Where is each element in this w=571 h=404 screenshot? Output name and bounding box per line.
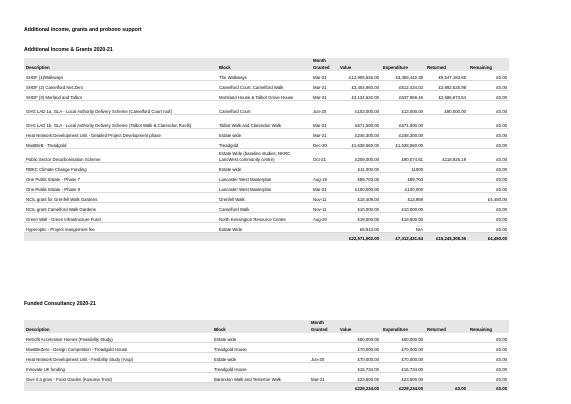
value-header: Value [338, 326, 381, 333]
expenditure-cell: N/A [381, 223, 425, 233]
remaining-cell: £0.00 [468, 129, 509, 139]
description-cell: Green Wall - Green Infrastructure Fund [24, 213, 217, 223]
block-cell: Camelford Court, Camelford Walk [217, 81, 311, 91]
remaining-cell: £4,450.00 [468, 193, 509, 203]
block-cell: Estate Wide (baseline studies, NKRC, LancWest community centre) [217, 149, 311, 163]
value-cell: £209,000.00 [338, 149, 381, 163]
value-cell: £1,638,560.00 [338, 139, 381, 149]
description-cell: Retrofit Accelerator Homes (Feasibility Study) [24, 333, 212, 343]
table-row [24, 101, 509, 115]
expenditure-cell: £89,703 [381, 173, 425, 183]
value-cell: £50,000.00 [338, 333, 381, 343]
table-row [24, 343, 509, 353]
remaining-cell: £0.00 [468, 81, 509, 91]
description-cell: Innovate UK funding [24, 363, 212, 373]
expenditure-cell: £537,958.46 [381, 91, 425, 101]
description-cell: NCIL grant for Grenfell Walk Gardens [24, 193, 217, 203]
total-value-cell: £229,234.00 [338, 383, 381, 392]
remaining-cell: £0.00 [468, 139, 509, 149]
block-cell: Lancaster West Masterplan [217, 173, 311, 183]
expenditure-cell: £23,500.00 [381, 373, 425, 383]
description-cell: GHG LAD 1b, GLA - Local Authority Delivery Scheme (Talbot Walk & Clarendon Roofs) [24, 115, 217, 129]
returned-cell [425, 353, 468, 363]
value-cell: £100,000.00 [338, 183, 381, 193]
block-cell: Barandon Walk and Testerton Walk [212, 373, 309, 383]
expenditure-cell: £10,000.00 [381, 203, 425, 213]
block-cell: Morsland House & Talbot Grove House [217, 91, 311, 101]
total-expenditure-cell: £229,234.00 [381, 383, 425, 392]
description-cell: MustBeZero - Design Competition - Treadgold House [24, 343, 212, 353]
expenditure-cell: £19,500.00 [381, 213, 425, 223]
value-cell: £3,404,960.00 [338, 81, 381, 91]
description-cell: SHDF (2) Camelford Net Zero [24, 81, 217, 91]
returned-cell [425, 139, 468, 149]
table-row [24, 149, 509, 163]
total-remaining-cell: £0.00 [468, 383, 509, 392]
remaining-cell: £0.00 [468, 115, 509, 129]
expenditure-cell: £13,959 [381, 193, 425, 203]
table-row [24, 115, 509, 129]
expenditure-cell: £671,500.00 [381, 115, 425, 129]
month-cell: Dec-20 [311, 139, 338, 149]
month-cell: Mar-21 [311, 183, 338, 193]
returned-cell [425, 183, 468, 193]
block-cell: North Kensington Resource Centre [217, 213, 311, 223]
expenditure-cell: 11000 [381, 163, 425, 173]
expenditure-cell: £70,000.00 [381, 343, 425, 353]
table-row [24, 213, 509, 223]
returned-cell [425, 163, 468, 173]
month-header: Granted [311, 64, 338, 71]
value-cell: £3,134,632.00 [338, 91, 381, 101]
table-row [24, 223, 509, 233]
remaining-cell: £0.00 [468, 163, 509, 173]
month-cell: Mar-21 [311, 129, 338, 139]
table-row [24, 203, 509, 213]
description-cell: MustBeB - Treadgold [24, 139, 217, 149]
remaining-cell: £0.00 [468, 173, 509, 183]
value-cell: £8,813.00 [338, 223, 381, 233]
block-cell: Camelford Walk [217, 203, 311, 213]
expenditure-cell: £512,434.02 [381, 81, 425, 91]
description-cell: NCIL grant Camelford Walk Gardens [24, 203, 217, 213]
description-cell: Heat Network Development Unit - Fesibility Study (Arup) [24, 353, 212, 363]
table-row [24, 183, 509, 193]
block-cell: Estate wide [212, 333, 309, 343]
returned-cell [425, 363, 468, 373]
description-cell: GHG LAD 1a, GLA - Local Authority Delivery Scheme (Camelford Court roof) [24, 101, 217, 115]
value-cell: £23,500.00 [338, 373, 381, 383]
remaining-cell: £0.00 [468, 71, 509, 81]
month-cell: Mar-21 [311, 91, 338, 101]
value-cell: £671,500.00 [338, 115, 381, 129]
description-cell: Give it a grow - Food Garden (Kusuma Trust) [24, 373, 212, 383]
table-row [24, 81, 509, 91]
remaining-cell: £0.00 [468, 223, 509, 233]
value-cell: £11,000.00 [338, 163, 381, 173]
expenditure-cell: £246,300.00 [381, 129, 425, 139]
remaining-cell: £0.00 [468, 353, 509, 363]
month-cell [311, 223, 338, 233]
expenditure-cell: £3,358,442.35 [381, 71, 425, 81]
block-header: Block [217, 64, 311, 71]
description-cell: Public Sector Decarbonisation Scheme [24, 149, 217, 163]
remaining-cell: £0.00 [468, 373, 509, 383]
description-header: Description [24, 326, 212, 333]
block-cell: Estate wide [217, 129, 311, 139]
remaining-cell: £0.00 [468, 343, 509, 353]
consultancy-table-body [24, 333, 509, 391]
table-row [24, 373, 509, 383]
expenditure-header: Expenditure [381, 326, 425, 333]
total-returned-cell: £0.00 [425, 383, 468, 392]
consultancy-header-row [24, 326, 509, 333]
month-cell: Mar-21 [311, 81, 338, 91]
month-cell: Nov-11 [311, 193, 338, 203]
table-row [24, 139, 509, 149]
remaining-cell: £0.00 [468, 149, 509, 163]
value-cell: £18,409.00 [338, 193, 381, 203]
returned-header: Returned [425, 326, 468, 333]
returned-cell [425, 115, 468, 129]
month-cell [309, 363, 338, 373]
returned-cell [425, 343, 468, 353]
totals-row [24, 233, 509, 242]
table-row [24, 353, 509, 363]
table-row [24, 193, 509, 203]
table-row [24, 363, 509, 373]
expenditure-cell: £13,000.00 [381, 101, 425, 115]
returned-cell [425, 373, 468, 383]
block-cell: Estate Wide [217, 223, 311, 233]
returned-cell [425, 203, 468, 213]
expenditure-cell: £100,000 [381, 183, 425, 193]
value-cell: £19,500.00 [338, 213, 381, 223]
month-cell: Oct-21 [311, 149, 338, 163]
returned-cell [425, 223, 468, 233]
consultancy-section-title: Funded Consultancy 2020-21 [24, 301, 96, 307]
value-cell: £246,300.00 [338, 129, 381, 139]
remaining-cell: £0.00 [468, 101, 509, 115]
income-header-row [24, 64, 509, 71]
block-cell: Estate wide [217, 163, 311, 173]
month-cell [311, 163, 338, 173]
value-cell: £15,734.00 [338, 363, 381, 373]
month-cell: Aug-20 [311, 213, 338, 223]
month-cell: Aug-19 [311, 173, 338, 183]
table-row [24, 129, 509, 139]
block-cell: Treadgold House [212, 363, 309, 373]
description-cell: One Public Estate - Phase 8 [24, 183, 217, 193]
month-header: Granted [309, 326, 338, 333]
table-row [24, 333, 509, 343]
expenditure-cell: £1,638,560.00 [381, 139, 425, 149]
value-cell: £10,000.00 [338, 203, 381, 213]
month-cell [309, 333, 338, 343]
block-cell: The Walkways [217, 71, 311, 81]
remaining-cell: £0.00 [468, 333, 509, 343]
table-row [24, 71, 509, 81]
total-value-cell: £22,571,002.00 [338, 233, 381, 242]
total-returned-cell: £15,245,308.36 [425, 233, 468, 242]
table-row [24, 91, 509, 101]
remaining-header: Remaining [468, 326, 509, 333]
returned-cell [425, 333, 468, 343]
expenditure-cell: £70,000.00 [381, 353, 425, 363]
month-cell: Mar-21 [311, 115, 338, 129]
block-cell: Camelford Court [217, 101, 311, 115]
returned-cell: £2,596,673.54 [425, 91, 468, 101]
page-title: Additional income, grants and probono support [24, 27, 142, 33]
value-header: Value [338, 64, 381, 71]
month-cell: Jun-20 [311, 101, 338, 115]
value-cell: £12,905,626.00 [338, 71, 381, 81]
description-header: Description [24, 64, 217, 71]
month-cell: Mar-21 [309, 373, 338, 383]
expenditure-cell: £15,734.00 [381, 363, 425, 373]
block-header: Block [212, 326, 309, 333]
block-cell: Treadgold House [212, 343, 309, 353]
returned-cell: £9,547,183.65 [425, 71, 468, 81]
description-cell: SHDF (1)Walkways [24, 71, 217, 81]
returned-cell: £2,892,525.98 [425, 81, 468, 91]
income-table-body [24, 71, 509, 241]
expenditure-cell: £50,000.00 [381, 333, 425, 343]
month-cell: Nov-11 [311, 203, 338, 213]
description-cell: Heat Network Development Unit - Detailed Project Development phase [24, 129, 217, 139]
month-header-top: Month [309, 320, 338, 326]
remaining-cell: £0.00 [468, 363, 509, 373]
table-row [24, 173, 509, 183]
month-cell: Jun-20 [309, 353, 338, 363]
description-cell: One Public Estate - Phase 7 [24, 173, 217, 183]
block-cell: Lancaster West Masterplan [217, 183, 311, 193]
value-cell: £70,000.00 [338, 343, 381, 353]
month-cell: Mar-21 [311, 71, 338, 81]
table-row [24, 163, 509, 173]
total-expenditure-cell: £7,312,431.64 [381, 233, 425, 242]
expenditure-header: Expenditure [381, 64, 425, 71]
remaining-header: Remaining [468, 64, 509, 71]
returned-cell [425, 129, 468, 139]
month-header-top: Month [311, 58, 338, 64]
returned-cell [425, 213, 468, 223]
income-table [24, 58, 509, 241]
block-cell: Grenfell Walk [217, 193, 311, 203]
returned-cell [425, 173, 468, 183]
remaining-cell: £0.00 [468, 91, 509, 101]
description-cell: Hyperoptic - Project mangement fee [24, 223, 217, 233]
value-cell: £70,000.00 [338, 353, 381, 363]
month-cell [309, 343, 338, 353]
total-remaining-cell: £4,450.00 [468, 233, 509, 242]
description-cell: SHDF (3) Morland and Talbot [24, 91, 217, 101]
block-cell: Talbot Walk and Clarendon Walk [217, 115, 311, 129]
expenditure-cell: £90,074.81 [381, 149, 425, 163]
returned-cell: £118,925.19 [425, 149, 468, 163]
returned-cell: £90,000.00 [425, 101, 468, 115]
returned-header: Returned [425, 64, 468, 71]
value-cell: £89,703.00 [338, 173, 381, 183]
returned-cell [425, 193, 468, 203]
remaining-cell: £0.00 [468, 203, 509, 213]
remaining-cell: £0.00 [468, 183, 509, 193]
description-cell: RBKC Climate Change Funding [24, 163, 217, 173]
remaining-cell: £0.00 [468, 213, 509, 223]
income-section-title: Additional Income & Grants 2020-21 [24, 47, 113, 53]
block-cell: Treadgold [217, 139, 311, 149]
value-cell: £103,000.00 [338, 101, 381, 115]
block-cell: Estate wide [212, 353, 309, 363]
totals-row [24, 383, 509, 392]
consultancy-table [24, 320, 509, 391]
